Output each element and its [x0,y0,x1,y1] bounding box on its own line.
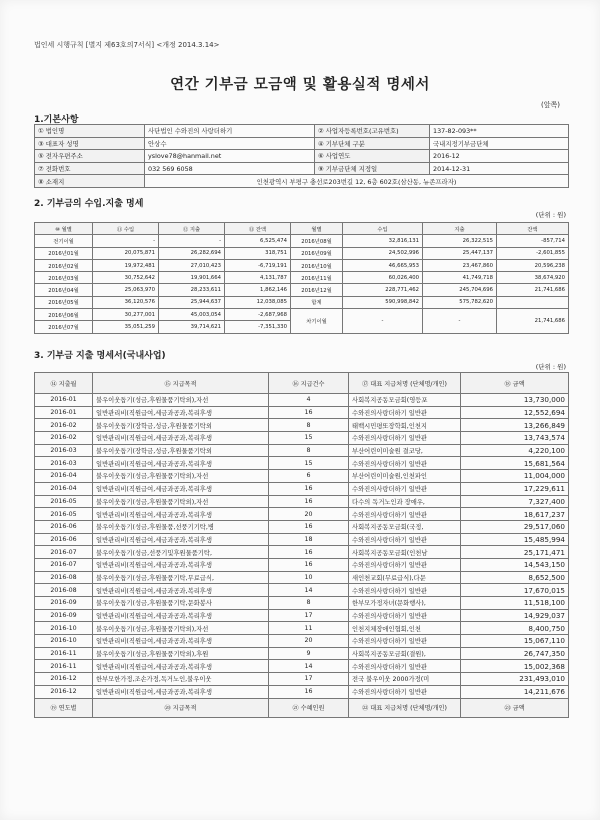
footer-header: ⑲ 연도별 [35,698,93,717]
expenditure-row [35,495,569,508]
count-cell: 15 [269,457,349,470]
document-title: 연간 기부금 모금액 및 활용실적 명세서 [170,77,430,93]
recipient-cell: 수와진의사랑더하기 일반관 [349,635,461,648]
column-header: ⑯ 지급건수 [269,373,349,394]
recipient-cell: 다수의 독거노인과 장애우, [349,495,461,508]
monthly-row [35,284,569,296]
info-row [35,150,569,163]
amount-cell: 29,517,060 [461,520,569,533]
column-header: 수입 [343,223,423,235]
purpose-cell: 불우이웃돕기(성금,후원물품기탁,문화봉사 [93,597,269,610]
purpose-cell: 불우이웃돕기(장학금,성금,후원물품기탁외 [93,419,269,432]
amount-cell: 35,051,259 [93,321,159,333]
count-cell: 16 [269,558,349,571]
basic-info-table [34,124,569,188]
expenditure-row [35,622,569,635]
column-header: ⑱ 금액 [461,373,569,394]
column-header: ⑭ 지출월 [35,373,93,394]
purpose-cell: 일반관리비(직원급여,세금과공과,복리후생 [93,508,269,521]
purpose-cell: 일반관리비(직원급여,세금과공과,복리후생 [93,558,269,571]
address-row [35,175,569,188]
purpose-cell: 불우이웃돕기(성금,후원물품기탁외),후원 [93,647,269,660]
recipient-cell: 새인천교회(무료급식),다문 [349,571,461,584]
amount-cell: 60,026,400 [343,272,423,284]
carry-label: 차기이월 [291,309,343,334]
amount-cell: 24,502,996 [343,247,423,259]
amount-cell: 231,493,010 [461,673,569,686]
month-cell: 2016-04 [35,470,93,483]
info-value: 사단법인 수와진의 사랑더하기 [145,125,315,138]
amount-cell: 11,004,000 [461,470,569,483]
amount-cell: -857,714 [497,235,569,247]
column-header: ⑩ 월별 [35,223,93,235]
amount-cell: -2,687,968 [225,309,291,321]
section-1-title: 1.기본사항 [34,115,79,125]
month-cell: 2016년01월 [35,247,93,259]
recipient-cell: 태백시민평또장학회,인천지 [349,419,461,432]
count-cell: 9 [269,647,349,660]
expenditure-row [35,394,569,407]
expenditure-row [35,558,569,571]
form-number: 법인세 시행규칙 [별지 제63호의7서식] <개정 2014.3.14> [34,41,220,49]
info-label: ③ 대표자 성명 [35,137,145,150]
expenditure-row [35,685,569,698]
count-cell: 16 [269,406,349,419]
column-header: 잔액 [497,223,569,235]
recipient-cell: 부산어린이미술원,인천파인 [349,470,461,483]
month-cell: 2016-03 [35,444,93,457]
info-value: 2014-12-31 [430,162,569,175]
purpose-cell: 일반관리비(직원급여,세금과공과,복리후생 [93,609,269,622]
info-label: ④ 기부단체 구분 [315,137,430,150]
expenditure-row [35,419,569,432]
info-label: ⑤ 전자우편주소 [35,150,145,163]
recipient-cell: 수와진의사랑더하기 일반관 [349,508,461,521]
footer-header: ㉑ 수혜인원 [269,698,349,717]
month-cell: 2016-06 [35,533,93,546]
month-cell: 2016년10월 [291,259,343,271]
income-expense-table [34,222,569,334]
amount-cell: 19,972,481 [93,259,159,271]
amount-cell: 25,171,471 [461,546,569,559]
amount-cell: 1,862,146 [225,284,291,296]
month-cell: 2016-11 [35,647,93,660]
month-cell: 2016년06월 [35,309,93,321]
amount-cell: 45,003,054 [159,309,225,321]
month-cell: 2016-02 [35,432,93,445]
purpose-cell: 일반관리비(직원급여,세금과공과,복리후생 [93,432,269,445]
amount-cell: 228,771,462 [343,284,423,296]
monthly-row [35,272,569,284]
month-cell: 2016-07 [35,558,93,571]
column-header: ⑰ 대표 지급처명 (단체명/개인) [349,373,461,394]
amount-cell: 30,752,642 [93,272,159,284]
purpose-cell: 불우이웃돕기(성금,후원물품기탁,무료급식, [93,571,269,584]
month-cell: 2016년09월 [291,247,343,259]
section-2-title: 2. 기부금의 수입.지출 명세 [34,199,144,209]
month-cell: 2016-09 [35,609,93,622]
purpose-cell: 일반관리비(직원급여,세금과공과,복리후생 [93,457,269,470]
amount-cell: - [93,235,159,247]
expenditure-row [35,571,569,584]
amount-cell: 18,617,237 [461,508,569,521]
month-cell: 2016년11월 [291,272,343,284]
purpose-cell: 불우이웃돕기(성금,후원물품기탁외),자선 [93,394,269,407]
expenditure-row [35,647,569,660]
expenditure-row [35,533,569,546]
month-cell: 2016-06 [35,520,93,533]
month-cell: 2016-12 [35,673,93,686]
info-value: 137-82-093** [430,125,569,138]
total-label: 합계 [291,296,343,308]
month-cell: 2016-08 [35,584,93,597]
month-cell: 2016-03 [35,457,93,470]
purpose-cell: 불우이웃돕기(성금,선풍기및후원물품기탁, [93,546,269,559]
purpose-cell: 불우이웃돕기(성금,후원물품기탁외),자선 [93,495,269,508]
recipient-cell: 수와진의사랑더하기 일반관 [349,482,461,495]
purpose-cell: 일반관리비(직원급여,세금과공과,복리후생 [93,584,269,597]
total-amount [497,296,569,308]
month-cell: 2016년04월 [35,284,93,296]
amount-cell: 26,322,515 [423,235,497,247]
expenditure-row [35,584,569,597]
month-cell: 전기이월 [35,235,93,247]
footer-header: ㉓ 금액 [461,698,569,717]
expenditure-row [35,508,569,521]
amount-cell: 23,467,860 [423,259,497,271]
monthly-row [35,296,569,308]
amount-cell: 15,002,368 [461,660,569,673]
amount-cell: 14,929,037 [461,609,569,622]
purpose-cell: 일반관리비(직원급여,세금과공과,복리후생 [93,533,269,546]
recipient-cell: 수와진의사랑더하기 일반관 [349,660,461,673]
column-header: 지출 [423,223,497,235]
expenditure-row [35,597,569,610]
amount-cell: 25,063,970 [93,284,159,296]
count-cell: 20 [269,508,349,521]
count-cell: 8 [269,444,349,457]
monthly-row [35,235,569,247]
recipient-cell: 사회복지공동모금회(결원), [349,647,461,660]
amount-cell: 25,447,137 [423,247,497,259]
amount-cell: 13,266,849 [461,419,569,432]
month-cell: 2016년12월 [291,284,343,296]
column-header: ⑮ 지급목적 [93,373,269,394]
amount-cell: 8,652,500 [461,571,569,584]
total-amount: 590,998,842 [343,296,423,308]
amount-cell: 8,400,750 [461,622,569,635]
purpose-cell: 불우이웃돕기(성금,후원물품,선풍기기탁,병 [93,520,269,533]
count-cell: 6 [269,470,349,483]
amount-cell: 13,743,574 [461,432,569,445]
recipient-cell: 사회복지공동모금회(인천남 [349,546,461,559]
recipient-cell: 수와진의사랑더하기 일반관 [349,609,461,622]
month-cell: 2016-05 [35,508,93,521]
monthly-row [35,259,569,271]
count-cell: 20 [269,635,349,648]
purpose-cell: 불우이웃돕기(장학금,성금,후원물품기탁외 [93,444,269,457]
count-cell: 4 [269,394,349,407]
purpose-cell: 일반관리비(직원급여,세금과공과,복리후생 [93,406,269,419]
amount-cell: 26,282,694 [159,247,225,259]
address-label: ⑧ 소재지 [35,175,145,188]
amount-cell: 36,120,576 [93,296,159,308]
info-label: ① 법인명 [35,125,145,138]
expenditure-row [35,470,569,483]
recipient-cell: 수와진의사랑더하기 일반관 [349,685,461,698]
info-label: ⑥ 사업연도 [315,150,430,163]
expenditure-row [35,444,569,457]
month-cell: 2016-07 [35,546,93,559]
amount-cell: 15,681,564 [461,457,569,470]
info-row [35,125,569,138]
purpose-cell: 일반관리비(직원급여,세금과공과,복리후생 [93,635,269,648]
month-cell: 2016년02월 [35,259,93,271]
amount-cell: 28,233,611 [159,284,225,296]
month-cell: 2016-12 [35,685,93,698]
count-cell: 16 [269,546,349,559]
info-value: 국내지정기부금단체 [430,137,569,150]
recipient-cell: 한부모가정자녀(문화행사), [349,597,461,610]
purpose-cell: 일반관리비(직원급여,세금과공과,복리후생 [93,482,269,495]
amount-cell: 27,010,423 [159,259,225,271]
amount-cell: 318,751 [225,247,291,259]
amount-cell: 32,816,131 [343,235,423,247]
count-cell: 16 [269,520,349,533]
recipient-cell: 수와진의사랑더하기 일반관 [349,406,461,419]
month-cell: 2016-01 [35,406,93,419]
expenditure-row [35,609,569,622]
recipient-cell: 수와진의사랑더하기 일반관 [349,432,461,445]
count-cell: 18 [269,533,349,546]
count-cell: 14 [269,660,349,673]
recipient-cell: 인천지체장애인협회,인천 [349,622,461,635]
month-cell: 2016년07월 [35,321,93,333]
expenditure-row [35,406,569,419]
info-value: 032 569 6058 [145,162,315,175]
purpose-cell: 일반관리비(직원급여,세금과공과,복리후생 [93,685,269,698]
recipient-cell: 수와진의사랑더하기 일반관 [349,457,461,470]
amount-cell: 30,277,001 [93,309,159,321]
amount-cell: -7,351,330 [225,321,291,333]
expenditure-row [35,457,569,470]
amount-cell: -6,719,191 [225,259,291,271]
amount-cell: 13,730,000 [461,394,569,407]
amount-cell: 38,674,920 [497,272,569,284]
info-row [35,137,569,150]
carry-amount: - [343,309,423,334]
expenditure-row [35,482,569,495]
amount-cell: 41,749,718 [423,272,497,284]
total-amount: 575,782,620 [423,296,497,308]
expenditure-row [35,432,569,445]
amount-cell: 14,211,676 [461,685,569,698]
recipient-cell: 수와진의사랑더하기 일반관 [349,533,461,546]
recipient-cell: 수와진의사랑더하기 일반관 [349,558,461,571]
column-header: 월별 [291,223,343,235]
month-cell: 2016-11 [35,660,93,673]
amount-cell: 39,714,621 [159,321,225,333]
amount-cell: 25,944,637 [159,296,225,308]
expenditure-row [35,673,569,686]
count-cell: 16 [269,685,349,698]
amount-cell: 26,747,350 [461,647,569,660]
amount-cell: 15,067,110 [461,635,569,648]
month-cell: 2016-01 [35,394,93,407]
count-cell: 16 [269,482,349,495]
purpose-cell: 불우이웃돕기(성금,후원물품기탁외),자선 [93,622,269,635]
monthly-row [35,309,569,321]
count-cell: 16 [269,495,349,508]
month-cell: 2016-08 [35,571,93,584]
purpose-cell: 불우이웃돕기(성금,후원물품기탁외),자선 [93,470,269,483]
recipient-cell: 부산어린이미술원 결코당, [349,444,461,457]
amount-cell: - [159,235,225,247]
count-cell: 15 [269,432,349,445]
amount-cell: 20,596,238 [497,259,569,271]
page-side-note: (앞쪽) [541,101,560,109]
month-cell: 2016년05월 [35,296,93,308]
count-cell: 17 [269,609,349,622]
section-3-title: 3. 기부금 지출 명세서(국내사업) [34,351,166,361]
footer-header: ㉒ 대표 지급처명 (단체명/개인) [349,698,461,717]
count-cell: 11 [269,622,349,635]
recipient-cell: 수와진의사랑더하기 일반관 [349,584,461,597]
expenditure-row [35,660,569,673]
info-value: yslove78@hanmail.net [145,150,315,163]
month-cell: 2016-09 [35,597,93,610]
carry-amount: - [423,309,497,334]
amount-cell: 19,901,664 [159,272,225,284]
amount-cell: 6,525,474 [225,235,291,247]
info-row [35,162,569,175]
footer-header: ⑳ 지급목적 [93,698,269,717]
amount-cell: 14,543,150 [461,558,569,571]
amount-cell: 21,741,686 [497,284,569,296]
expenditure-row [35,546,569,559]
info-label: ② 사업자등록번호(고유번호) [315,125,430,138]
amount-cell: 17,670,015 [461,584,569,597]
count-cell: 17 [269,673,349,686]
count-cell: 8 [269,419,349,432]
month-cell: 2016년03월 [35,272,93,284]
month-cell: 2016-10 [35,635,93,648]
expenditure-row [35,520,569,533]
info-label: ⑦ 전화번호 [35,162,145,175]
info-value: 2016-12 [430,150,569,163]
section-2-unit: (단위 : 원) [535,211,566,219]
amount-cell: 46,665,953 [343,259,423,271]
month-cell: 2016-02 [35,419,93,432]
amount-cell: 12,038,085 [225,296,291,308]
amount-cell: 12,552,694 [461,406,569,419]
amount-cell: 245,704,696 [423,284,497,296]
info-value: 안상수 [145,137,315,150]
month-cell: 2016-04 [35,482,93,495]
count-cell: 14 [269,584,349,597]
info-label: ⑨ 기부금단체 지정일 [315,162,430,175]
amount-cell: 7,327,400 [461,495,569,508]
carry-amount: 21,741,686 [497,309,569,334]
column-header: ⑫ 지출 [159,223,225,235]
purpose-cell: 일반관리비(직원급여,세금과공과,복리후생 [93,660,269,673]
amount-cell: 20,075,871 [93,247,159,259]
month-cell: 2016-10 [35,622,93,635]
month-cell: 2016-05 [35,495,93,508]
month-cell: 2016년08월 [291,235,343,247]
amount-cell: 4,220,100 [461,444,569,457]
recipient-cell: 사회복지공동모금회(국정, [349,520,461,533]
recipient-cell: 전국 불우이웃 2000가정(미 [349,673,461,686]
address-value: 인천광역시 부평구 충선로203번길 12, 6층 602호(삼산동, 뉴존프라자) [145,175,569,188]
recipient-cell: 사회복지공동모금회(영등포 [349,394,461,407]
domestic-expenditure-table [34,372,569,718]
expenditure-row [35,635,569,648]
purpose-cell: 한부모한가정,조손가정,독거노인,불우이웃 [93,673,269,686]
amount-cell: 17,229,611 [461,482,569,495]
column-header: ⑪ 수입 [93,223,159,235]
column-header: ⑬ 잔액 [225,223,291,235]
section-3-unit: (단위 : 원) [535,363,566,371]
amount-cell: 4,131,787 [225,272,291,284]
amount-cell: -2,601,855 [497,247,569,259]
count-cell: 10 [269,571,349,584]
count-cell: 8 [269,597,349,610]
amount-cell: 15,485,994 [461,533,569,546]
amount-cell: 11,518,100 [461,597,569,610]
monthly-row [35,247,569,259]
